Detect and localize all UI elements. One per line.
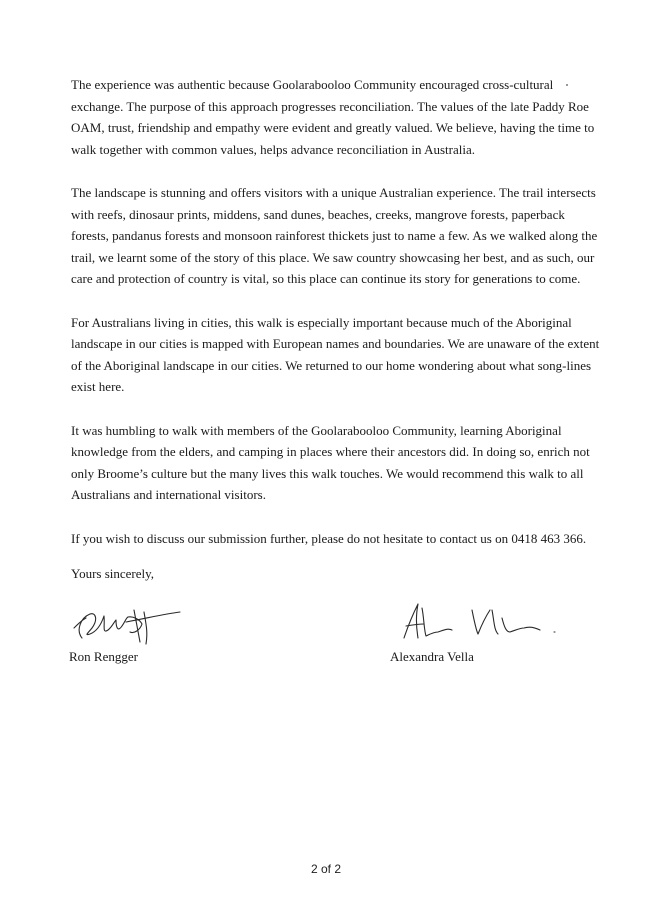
paragraph-line: walk together with common values, helps advance reconciliation in Australia. bbox=[71, 141, 475, 157]
paragraph-line: with reefs, dinosaur prints, middens, sand dunes, beaches, creeks, mangrove forests, paperback bbox=[71, 206, 565, 222]
paragraph-line: The experience was authentic because Goolarabooloo Community encouraged cross-cultural bbox=[71, 77, 554, 92]
signature-ron-rengger bbox=[68, 598, 208, 650]
paragraph-humbling bbox=[71, 420, 601, 506]
paragraph-line: The landscape is stunning and offers visitors with a unique Australian experience. The trail intersects bbox=[71, 185, 596, 200]
paragraph-line: knowledge from the elders, and camping in places where their ancestors did. In doing so, enrich not bbox=[71, 444, 590, 459]
signature-alexandra-vella bbox=[386, 598, 566, 644]
paragraph-experience bbox=[71, 74, 601, 160]
paragraph-line: landscape in our cities is mapped with European names and boundaries. We are unaware of the extent bbox=[71, 336, 600, 351]
closing-salutation: Yours sincerely, bbox=[71, 566, 155, 581]
paragraph-line: of the Aboriginal landscape in our cities. We returned to our home wondering about what song-lines bbox=[71, 357, 592, 373]
paragraph-line: For Australians living in cities, this walk is especially important because much of the Aboriginal bbox=[71, 314, 572, 330]
paragraph-line: exist here. bbox=[71, 379, 125, 394]
signatory-name-left: Ron Rengger bbox=[69, 649, 138, 664]
paragraph-line: care and protection of country is vital, so this place can continue its story for generations to come. bbox=[71, 271, 581, 286]
paragraph-line: OAM, trust, friendship and empathy were evident and greatly valued. We believe, having the time to bbox=[71, 120, 595, 135]
signatory-name-right: Alexandra Vella bbox=[390, 649, 474, 664]
page-number: 2 of 2 bbox=[310, 862, 342, 876]
paragraph-line: only Broome’s culture but the many lives this walk touches. We would recommend this walk to all bbox=[71, 465, 584, 481]
contact-line: If you wish to discuss our submission further, please do not hesitate to contact us on 0418 463 366. bbox=[71, 530, 587, 546]
paragraph-cities bbox=[71, 312, 601, 398]
paragraph-line: forests, pandanus forests and monsoon rainforest thickets just to name a few. As we walked along the bbox=[71, 228, 598, 243]
paragraph-line: exchange. The purpose of this approach progresses reconciliation. The values of the late Paddy Roe bbox=[71, 98, 589, 114]
paragraph-line: Australians and international visitors. bbox=[71, 487, 266, 502]
letter-body bbox=[71, 74, 601, 549]
paragraph-line: trail, we learnt some of the story of this place. We saw country showcasing her best, and as such, our bbox=[71, 249, 595, 265]
paragraph-line: It was humbling to walk with members of the Goolarabooloo Community, learning Aboriginal bbox=[71, 422, 562, 438]
paragraph-landscape bbox=[71, 182, 601, 290]
